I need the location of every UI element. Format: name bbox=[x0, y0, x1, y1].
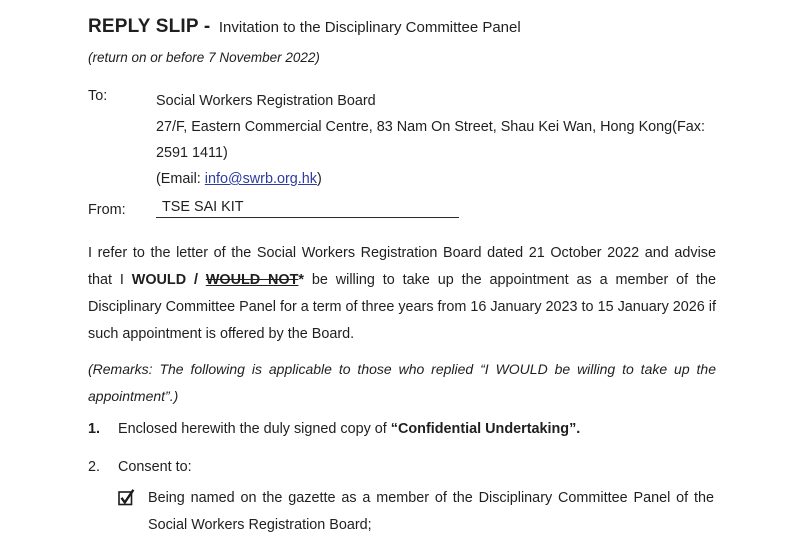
email-suffix: ) bbox=[316, 171, 322, 187]
to-label: To: bbox=[88, 88, 108, 104]
confidential-undertaking-label: “Confidential Undertaking”. bbox=[390, 421, 581, 437]
from-name-field: TSE SAI KIT bbox=[156, 199, 459, 218]
from-block bbox=[88, 199, 459, 218]
recipient-address-line-1: 27/F, Eastern Commercial Centre, 83 Nam On Street, Shau Kei Wan, Hong Kong(Fax: bbox=[156, 119, 705, 135]
email-prefix: (Email: bbox=[156, 171, 205, 187]
document-title: REPLY SLIP - bbox=[88, 16, 211, 37]
item-1-text-prefix: Enclosed herewith the duly signed copy of bbox=[118, 421, 391, 437]
recipient-name: Social Workers Registration Board bbox=[156, 93, 376, 109]
email-link[interactable]: info@swrb.org.hk bbox=[204, 171, 317, 187]
checked-checkbox-icon[interactable] bbox=[118, 485, 148, 533]
to-address bbox=[156, 88, 705, 192]
item-2-text: Consent to: bbox=[118, 459, 192, 475]
consent-option-text: Being named on the gazette as a member of the Disciplinary Committee Panel of the Social Workers Registration Board; bbox=[148, 490, 714, 533]
recipient-address-line-2: 2591 1411) bbox=[156, 145, 228, 161]
to-block bbox=[88, 88, 705, 192]
from-label: From: bbox=[88, 202, 126, 218]
document-subtitle: Invitation to the Disciplinary Committee Panel bbox=[218, 19, 521, 36]
document-heading bbox=[88, 16, 521, 38]
would-option: WOULD / bbox=[131, 272, 206, 288]
item-1-number: 1. bbox=[88, 421, 101, 437]
consent-option-row bbox=[118, 485, 716, 533]
remarks-note: (Remarks: The following is applicable to those who replied “I WOULD be willing to take up the appointment”.) bbox=[88, 361, 716, 404]
asterisk-marker: * bbox=[298, 272, 305, 288]
paragraph-segment: be willing to take up the appointment as a member of the Disciplinary Committee Panel for a term of three years from 16 January 2023 to 15 January 2026 if such appointment is offered by the Board. bbox=[88, 272, 716, 342]
item-2-number: 2. bbox=[88, 459, 101, 475]
return-deadline-note: (return on or before 7 November 2022) bbox=[88, 50, 320, 65]
paragraph-segment: I refer to the letter of the Social Workers Registration Board dated 21 October 2022 and advise that I bbox=[88, 245, 716, 288]
list-item-2 bbox=[88, 459, 192, 475]
main-paragraph bbox=[88, 240, 716, 348]
item-1-text bbox=[118, 421, 580, 437]
list-item-1 bbox=[88, 421, 580, 437]
recipient-email-line bbox=[156, 166, 705, 192]
would-not-option-struck: WOULD NOT bbox=[205, 272, 299, 288]
